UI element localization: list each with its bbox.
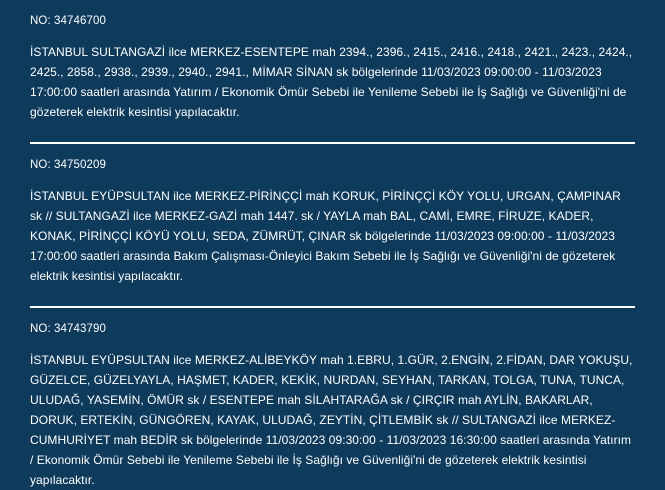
- notice-number: NO: 34750209: [30, 159, 107, 171]
- divider: [30, 142, 635, 144]
- notice-body: İSTANBUL EYÜPSULTAN ilce MERKEZ-ALİBEYKÖY mah 1.EBRU, 1.GÜR, 2.ENGİN, 2.FİDAN, DAR YOKUŞU, GÜZELCE, GÜZELYAYLA, HAŞMET, KADER, KEKİK, NURDAN, SEYHAN, TARKAN, TOLGA, TUNA, TUNCA, ULUDAĞ, YASEMİN, ÖMÜR sk / ESENTEPE mah SİLAHTARAĞA sk / ÇIRÇIR mah AYLİN, BAKARLAR, DORUK, ERTEKİN, GÜNGÖREN, KAYAK, ULUDAĞ, ZEYTİN, ÇİTLEMBİK sk // SULTANGAZİ ilce MERKEZ-CUMHURİYET mah BEDİR sk bölgelerinde 11/03/2023 09:30:00 - 11/03/2023 16:30:00 saatleri arasında Yatırım / Ekonomik Ömür Sebebi ile Yenileme Sebebi ile İş Sağlığı ve Güvenliği'ni de gözeterek elektrik kesintisi yapılacaktır.: [30, 353, 633, 487]
- notice-number: NO: 34743790: [30, 323, 107, 335]
- notice-body: İSTANBUL SULTANGAZİ ilce MERKEZ-ESENTEPE mah 2394., 2396., 2415., 2416., 2418., 2421., 2423., 2424., 2425., 2858., 2938., 2939., 2940., 2941., MİMAR SİNAN sk bölgelerinde 11/03/2023 09:00:00 - 11/03/2023 17:00:00 saatleri arasında Yatırım / Ekonomik Ömür Sebebi ile Yenileme Sebebi ile İş Sağlığı ve Güvenliği'ni de gözeterek elektrik kesintisi yapılacaktır.: [30, 45, 633, 119]
- notice-number: NO: 34746700: [30, 15, 107, 27]
- list-item: [30, 158, 635, 286]
- divider: [30, 306, 635, 308]
- list-item: [30, 322, 635, 490]
- notice-body: İSTANBUL EYÜPSULTAN ilce MERKEZ-PİRİNÇÇİ mah KORUK, PİRİNÇÇİ KÖY YOLU, URGAN, ÇAMPINAR sk // SULTANGAZİ ilce MERKEZ-GAZİ mah 1447. sk / YAYLA mah BAL, CAMİ, EMRE, FİRUZE, KADER, KONAK, PİRİNÇÇİ KÖYÜ YOLU, SEDA, ZÜMRÜT, ÇINAR sk bölgelerinde 11/03/2023 09:00:00 - 11/03/2023 17:00:00 saatleri arasında Bakım Çalışması-Önleyici Bakım Sebebi ile İş Sağlığı ve Güvenliği'ni de gözeterek elektrik kesintisi yapılacaktır.: [30, 189, 621, 283]
- list-item: [30, 10, 635, 122]
